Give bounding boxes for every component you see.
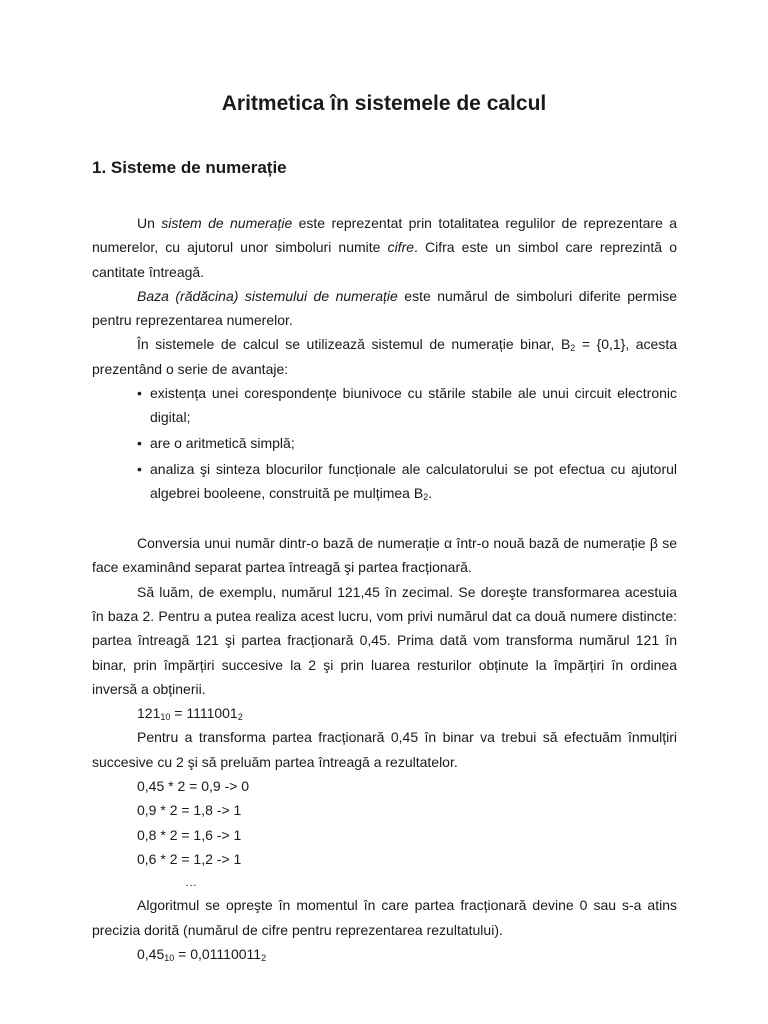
text: este reprezentat prin totalitatea regulilor de reprezentare a numerelor, cu ajutorul unor simboluri numite — [92, 215, 677, 256]
equation-integer — [92, 701, 677, 725]
step-line: 0,6 * 2 = 1,2 -> 1 — [137, 850, 242, 867]
paragraph-conversie: Conversia unui număr dintr-o bază de numerație α într-o nouă bază de numerație β se face examinând separat partea întreagă şi partea fracționară. — [92, 535, 677, 576]
term-cifre: cifre — [387, 239, 415, 256]
subscript: 2 — [570, 343, 576, 354]
list-item-text: are o aritmetică simplă; — [150, 435, 295, 452]
term-sistem-de-numeratie: sistem de numerație — [161, 215, 293, 231]
subscript: 2 — [261, 952, 267, 963]
step-line: 0,9 * 2 = 1,8 -> 1 — [137, 802, 242, 819]
text: Un — [137, 215, 162, 231]
subscript: 10 — [160, 712, 171, 723]
page-title: Aritmetica în sistemele de calcul — [221, 92, 547, 115]
paragraph-binar — [92, 332, 677, 381]
section-heading: 1. Sisteme de numerație — [92, 158, 287, 177]
list-item — [92, 431, 677, 455]
text: . Cifra este un simbol care reprezintă o cantitate întreagă. — [92, 239, 677, 280]
subscript: 2 — [237, 712, 243, 723]
subscript: 2 — [423, 492, 429, 503]
text: = 0,01110011 — [174, 945, 262, 962]
list-item — [92, 381, 677, 430]
list-item-text: analiza şi sinteza blocurilor funcționale ale calculatorului se pot efectua cu ajutorul algebrei booleene, construită pe mulțimea B — [150, 460, 677, 502]
equation-fraction — [92, 942, 677, 966]
document-body — [92, 211, 677, 966]
list-item-text: existența unei corespondențe biunivoce cu stările stabile ale unui circuit electronic digital; — [150, 385, 677, 426]
term-baza: Baza (rădăcina) sistemului de numerație — [137, 287, 398, 304]
bullet-icon: • — [137, 435, 142, 452]
advantages-list — [92, 381, 677, 505]
step-line: 0,45 * 2 = 0,9 -> 0 — [137, 778, 250, 795]
paragraph-definition — [92, 211, 677, 284]
subscript: 10 — [164, 952, 175, 963]
text: În sistemele de calcul se utilizează sistemul de numerație binar, B — [137, 336, 571, 353]
step-line: 0,8 * 2 = 1,6 -> 1 — [137, 826, 242, 843]
text: = 1111001 — [170, 705, 238, 722]
paragraph-fractionara: Pentru a transforma partea fracționară 0,45 în binar va trebui să efectuăm înmulțiri succesive cu 2 şi să preluăm partea întreagă a rezultatelor. — [92, 729, 677, 770]
text: 0,45 — [137, 945, 165, 962]
paragraph-baza — [92, 284, 677, 333]
bullet-icon: • — [137, 385, 142, 402]
text: este numărul de simboluri diferite permise pentru reprezentarea numerelor. — [92, 287, 677, 329]
text: = {0,1}, acesta prezentând o serie de avantaje: — [92, 336, 678, 377]
paragraph-algoritm: Algoritmul se opreşte în momentul în care partea fracționară devine 0 sau s-a atins precizia dorită (numărul de cifre pentru reprezentarea rezultatului). — [92, 897, 677, 938]
spacer — [92, 507, 677, 531]
paragraph-exemplu: Să luăm, de exemplu, numărul 121,45 în zecimal. Se doreşte transformarea acestuia în baza 2. Pentru a putea realiza acest lucru, vom privi numărul dat ca două numere distincte: partea întreagă 121 şi partea fracționară 0,45. Prima dată vom transforma numărul 121 în binar, prin împărțiri succesive la 2 şi prin luarea resturilor obținute la împărțiri în ordinea inversă a obținerii. — [92, 583, 677, 697]
bullet-icon: • — [137, 460, 142, 477]
text: 121 — [137, 705, 161, 722]
text: . — [428, 485, 433, 502]
list-item — [92, 457, 677, 506]
ellipsis: … — [185, 875, 197, 890]
